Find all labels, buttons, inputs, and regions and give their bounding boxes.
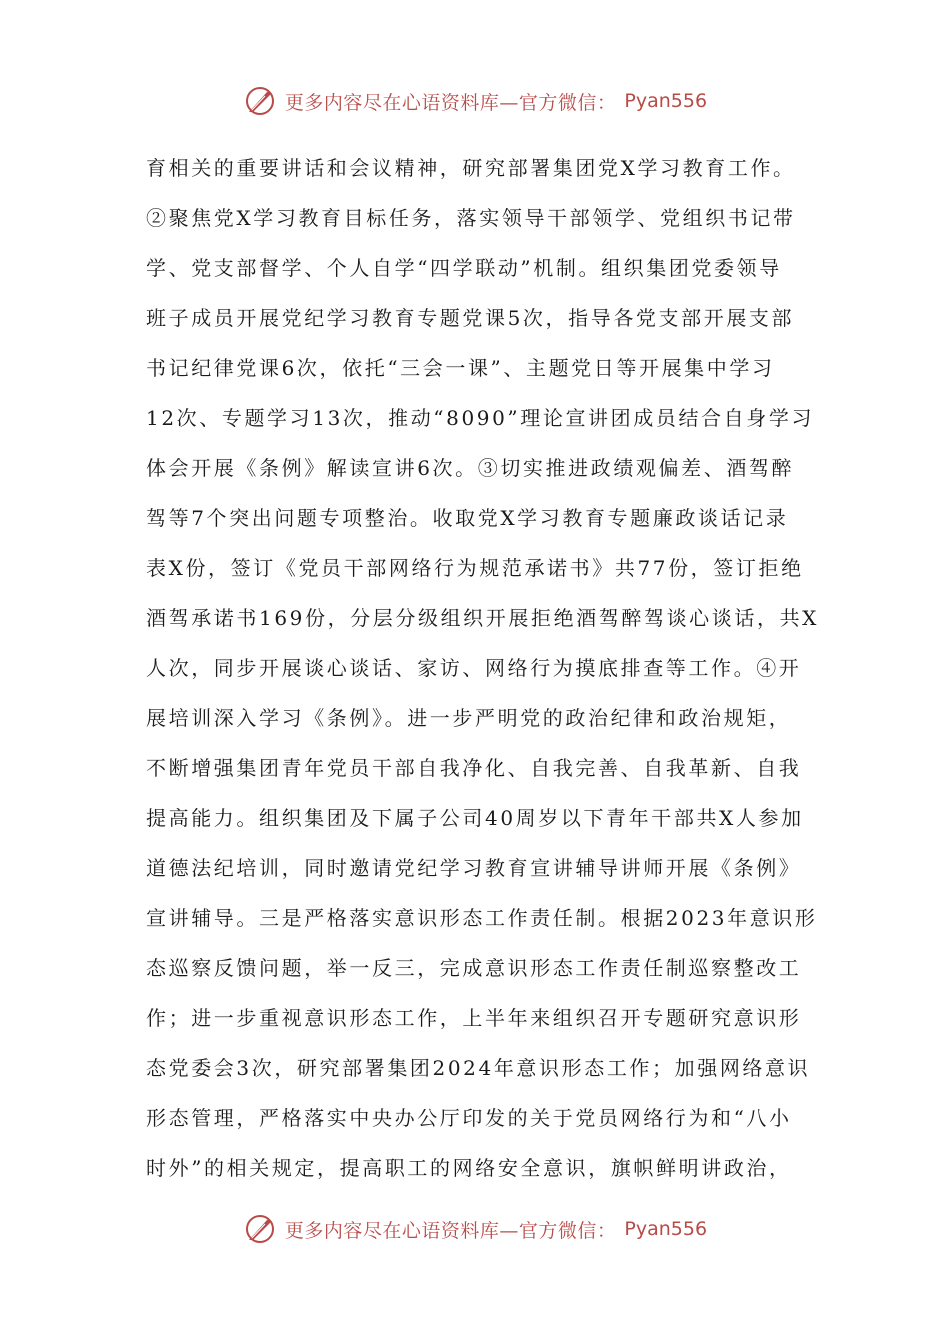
text-line: 驾等7个突出问题专项整治。收取党X学习教育专题廉政谈话记录 (146, 506, 789, 530)
document-body (146, 148, 820, 1198)
quill-pen-logo-icon (243, 1212, 277, 1246)
header-watermark (0, 84, 950, 118)
watermark-handle: Pyan556 (624, 1218, 708, 1240)
text-line: 态巡察反馈问题，举一反三，完成意识形态工作责任制巡察整改工 (146, 956, 802, 980)
text-line: 形态管理，严格落实中央办公厅印发的关于党员网络行为和“八小 (146, 1106, 792, 1130)
text-line: 体会开展《条例》解读宣讲6次。③切实推进政绩观偏差、酒驾醉 (146, 456, 795, 480)
text-line: 班子成员开展党纪学习教育专题党课5次，指导各党支部开展支部 (146, 306, 795, 330)
text-line: 人次，同步开展谈心谈话、家访、网络行为摸底排查等工作。④开 (146, 656, 802, 680)
text-line: 道德法纪培训，同时邀请党纪学习教育宣讲辅导讲师开展《条例》 (146, 856, 802, 880)
text-line: 学、党支部督学、个人自学“四学联动”机制。组织集团党委领导 (146, 256, 782, 280)
quill-pen-logo-icon (243, 84, 277, 118)
text-line: ②聚焦党X学习教育目标任务，落实领导干部领学、党组织书记带 (146, 206, 796, 230)
text-line: 12次、专题学习13次，推动“8090”理论宣讲团成员结合自身学习 (146, 406, 815, 430)
text-line: 提高能力。组织集团及下属子公司40周岁以下青年干部共X人参加 (146, 806, 804, 830)
text-line: 育相关的重要讲话和会议精神，研究部署集团党X学习教育工作。 (146, 156, 796, 180)
watermark-handle: Pyan556 (624, 90, 708, 112)
text-line: 宣讲辅导。三是严格落实意识形态工作责任制。根据2023年意识形 (146, 906, 818, 930)
text-line: 作；进一步重视意识形态工作，上半年来组织召开专题研究意识形 (146, 1006, 802, 1030)
text-line: 时外”的相关规定，提高职工的网络安全意识，旗帜鲜明讲政治， (146, 1156, 792, 1180)
text-line: 展培训深入学习《条例》。进一步严明党的政治纪律和政治规矩， (146, 706, 792, 730)
watermark-text: 更多内容尽在心语资料库—官方微信： (284, 91, 617, 114)
text-line: 不断增强集团青年党员干部自我净化、自我完善、自我革新、自我 (146, 756, 802, 780)
text-line: 态党委会3次，研究部署集团2024年意识形态工作；加强网络意识 (146, 1056, 811, 1080)
footer-watermark (0, 1212, 950, 1246)
watermark-text: 更多内容尽在心语资料库—官方微信： (284, 1219, 617, 1242)
text-line: 表X份，签订《党员干部网络行为规范承诺书》共77份，签订拒绝 (146, 556, 804, 580)
text-line: 酒驾承诺书169份，分层分级组织开展拒绝酒驾醉驾谈心谈话，共X (146, 606, 820, 630)
text-line: 书记纪律党课6次，依托“三会一课”、主题党日等开展集中学习 (146, 356, 775, 380)
